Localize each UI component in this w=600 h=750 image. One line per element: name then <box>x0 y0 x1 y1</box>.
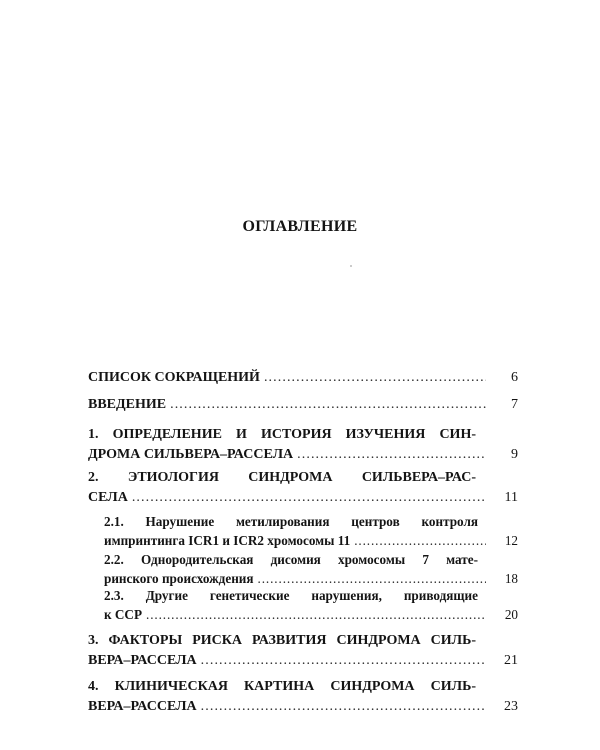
toc-entry-chapter-3[interactable] <box>88 631 518 671</box>
page-number: 12 <box>504 533 518 548</box>
dot-leader <box>264 368 486 388</box>
entry-title-line-2: ВЕРА–РАССЕЛА <box>88 699 197 714</box>
page-number: 11 <box>504 490 518 505</box>
dot-leader <box>354 531 486 550</box>
entry-title-line-1: 3. ФАКТОРЫ РИСКА РАЗВИТИЯ СИНДРОМА СИЛЬ- <box>88 633 476 648</box>
dot-leader <box>132 488 486 508</box>
toc-entry-abbreviations[interactable] <box>88 368 518 388</box>
toc-entry-section-2-1[interactable] <box>104 512 518 550</box>
toc-entry-chapter-1[interactable] <box>88 425 518 465</box>
page-number: 9 <box>511 447 518 462</box>
paper-speck <box>350 265 352 267</box>
entry-title-line-1: 4. КЛИНИЧЕСКАЯ КАРТИНА СИНДРОМА СИЛЬ- <box>88 679 476 694</box>
page-number: 18 <box>504 571 518 586</box>
dot-leader <box>170 395 486 415</box>
page-number: 6 <box>511 370 518 385</box>
toc-entry-introduction[interactable] <box>88 395 518 415</box>
dot-leader <box>201 651 486 671</box>
toc-entry-section-2-3[interactable] <box>104 586 518 624</box>
entry-title-line-2: импринтинга ICR1 и ICR2 хромосомы 11 <box>104 533 351 548</box>
toc-entry-chapter-2[interactable] <box>88 468 518 508</box>
entry-title-line-1: 1. ОПРЕДЕЛЕНИЕ И ИСТОРИЯ ИЗУЧЕНИЯ СИН- <box>88 427 476 442</box>
entry-title: ВВЕДЕНИЕ <box>88 397 167 412</box>
page-number: 23 <box>504 699 518 714</box>
entry-title-line-1: 2.2. Однородительская дисомия хромосомы 7 мате- <box>104 552 478 567</box>
toc-entry-chapter-4[interactable] <box>88 677 518 717</box>
page-number: 20 <box>504 607 518 622</box>
page-number: 21 <box>504 653 518 668</box>
dot-leader <box>297 445 486 465</box>
entry-title-line-1: 2. ЭТИОЛОГИЯ СИНДРОМА СИЛЬВЕРА–РАС- <box>88 470 476 485</box>
entry-title-line-2: ДРОМА СИЛЬВЕРА–РАССЕЛА <box>88 447 294 462</box>
entry-title-line-1: 2.3. Другие генетические нарушения, приводящие <box>104 588 478 603</box>
page-number: 7 <box>511 397 518 412</box>
dot-leader <box>146 605 486 624</box>
entry-title-line-2: СЕЛА <box>88 490 128 505</box>
entry-title-line-2: ринского происхождения <box>104 571 254 586</box>
dot-leader <box>201 697 486 717</box>
entry-title-line-2: ВЕРА–РАССЕЛА <box>88 653 197 668</box>
entry-title-line-2: к ССР <box>104 607 142 622</box>
toc-heading: ОГЛАВЛЕНИЕ <box>242 218 358 235</box>
entry-title: СПИСОК СОКРАЩЕНИЙ <box>88 370 260 385</box>
entry-title-line-1: 2.1. Нарушение метилирования центров контроля <box>104 514 478 529</box>
toc-entry-section-2-2[interactable] <box>104 550 518 588</box>
